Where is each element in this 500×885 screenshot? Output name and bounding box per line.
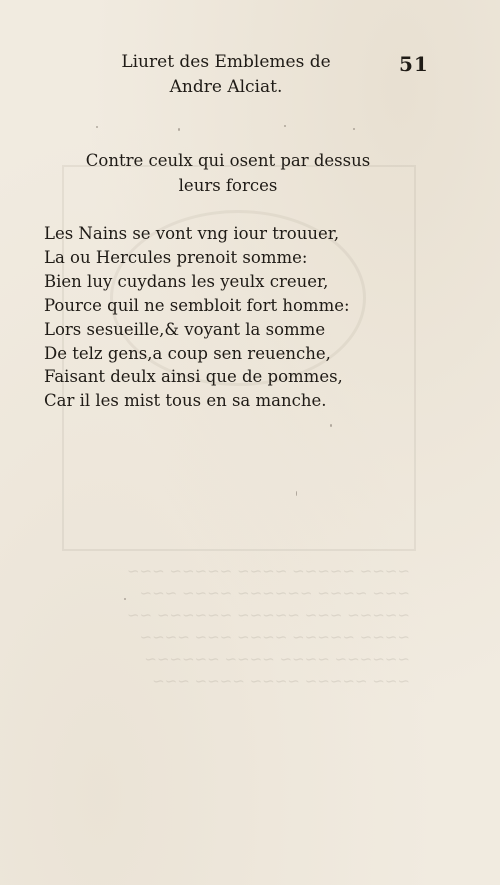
verse-line: Bien luy cuydans les yeulx creuer, <box>44 271 329 291</box>
page-number: 51 <box>399 52 429 76</box>
ink-speck <box>353 128 355 130</box>
show-through-text: ~~~~ ~~~~~ ~~~~ ~~~~~ ~~~ ~~~ ~~~~ ~~~~~~ ~~~~ ~~~ ~~~~~ ~~~ ~~~~~ ~~~~~~ ~~ ~~~~ ~~~~~ ~~~~ ~~~ ~~~~ ~~~~~~ ~~~~ ~~~~ ~~~~~~ ~~~ ~~~~~ ~~~~ ~~~~ ~~~ <box>126 562 410 690</box>
ink-speck <box>178 128 180 131</box>
verse-line: Pource quil ne sembloit fort homme: <box>44 295 350 315</box>
emblem-title-line-2: leurs forces <box>178 176 278 195</box>
verse-line: Lors sesueille,& voyant la somme <box>44 319 326 339</box>
emblem-title <box>0 148 456 198</box>
emblem-title-line-1: Contre ceulx qui osent par dessus <box>85 151 371 170</box>
verse-line: Faisant deulx ainsi que de pommes, <box>44 367 343 387</box>
verse-line: Les Nains se vont vng iour trouuer, <box>44 224 340 243</box>
running-head-line-1: Liuret des Emblemes de <box>121 52 331 72</box>
ink-speck <box>296 491 297 496</box>
ink-speck <box>284 125 286 127</box>
verse-line: Car il les mist tous en sa manche. <box>44 391 327 411</box>
verse-line: La ou Hercules prenoit somme: <box>44 247 308 267</box>
emblem-verse <box>44 222 350 413</box>
ink-speck <box>96 126 98 128</box>
running-head <box>0 50 452 100</box>
running-head-line-2: Andre Alciat. <box>169 77 283 97</box>
verse-line: De telz gens,a coup sen reuenche, <box>44 343 331 363</box>
ink-speck <box>124 598 126 600</box>
ink-speck <box>330 424 332 427</box>
